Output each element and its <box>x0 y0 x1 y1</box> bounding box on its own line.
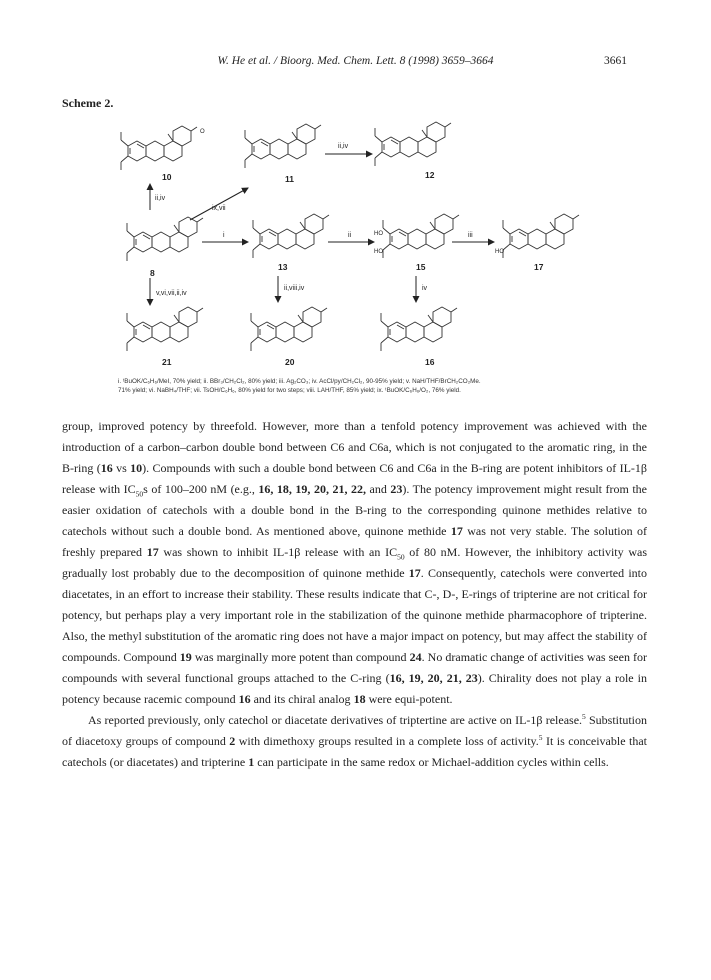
reagent-label: iv <box>422 285 428 292</box>
compound-label: 15 <box>416 262 426 272</box>
compound-label: 10 <box>162 172 172 182</box>
running-head: W. He et al. / Bioorg. Med. Chem. Lett. 8 (1998) 3659–3664 <box>217 55 494 67</box>
structure-11 <box>245 124 321 168</box>
paragraph-2: As reported previously, only catechol or diacetate derivatives of triptertine are active on IL-1β release.$^5$ Substitution of diacetoxy groups of compound 2 with dimethoxy groups resulted in a complete loss of activity.$^5$ It is conceivable that catechols (or diacetates) and tripterine 1 can participate in the same redox or Michael-addition cycles within cells. <box>62 712 648 769</box>
reaction-scheme <box>100 112 620 374</box>
page-header <box>0 55 711 71</box>
reagent-label: ii,viii,iv <box>284 285 305 292</box>
compound-label: 20 <box>285 357 295 367</box>
body-text <box>62 416 647 773</box>
paragraph-1: group, improved potency by threefold. However, more than a tenfold potency improvement was achieved with the introduction of a carbon–carbon double bond between C6 and C6a, which is not conjugated to the aromatic ring, in the B-ring (16 vs 10). Compounds with such a double bond between C6 and C6a in the B-ring are potent inhibitors of IL-1β release with $IC_{50}s$ of 100–200 nM (e.g., 16, 18, 19, 20, 21, 22, and 23). The potency improvement might result from the easier oxidation of catechols with a double bond in the B-ring to the corresponding quinone methides relative to catechols without such a double bond. As mentioned above, quinone methide 17 was not very stable. The solution of freshly prepared 17 was shown to inhibit IL-1β release with an $IC_{50}$ of 80 nM. However, the inhibitory activity was gradually lost probably due to the decomposition of quinone methide 17. Consequently, catechols were converted into diacetates, in an effort to increase their stability. These results indicate that C-, D-, E-rings of tripterine are not critical for potency, but perhaps play a very important role in the stabilization of the quinone methide pharmacophore of tripterine. Also, the methyl substitution of the aromatic ring does not have a major impact on potency, but may affect the stability of compounds. Compound 19 was marginally more potent than compound 24. No dramatic change of activities was seen for compounds with several functional groups attached to the C-ring (16, 19, 20, 21, 23). Chirality does not play a role in potency because racemic compound 16 and its chiral analog 18 were equi-potent. <box>62 419 648 706</box>
structure-17 <box>503 214 579 258</box>
compound-label: 8 <box>150 268 155 278</box>
structure-10 <box>121 126 197 170</box>
reagent-label: ii,iv <box>155 195 166 202</box>
reagent-label: ix,vii <box>212 205 226 212</box>
reagent-label: iii <box>468 232 473 239</box>
structure-15 <box>383 214 459 258</box>
atom-label: HO <box>495 249 504 255</box>
compound-label: 13 <box>278 262 288 272</box>
compound-label: 21 <box>162 357 172 367</box>
compound-label: 12 <box>425 170 435 180</box>
reagent-label: v,vi,vii,ii,iv <box>156 290 187 297</box>
reagent-label: i <box>223 232 225 239</box>
compound-label: 11 <box>285 174 294 184</box>
compound-label: 16 <box>425 357 435 367</box>
structure-13 <box>253 214 329 258</box>
structure-21 <box>127 307 203 351</box>
structure-20 <box>251 307 327 351</box>
compound-label: 17 <box>534 262 544 272</box>
atom-label: O <box>200 129 205 135</box>
caption-line-1: i. ᵗBuOK/C₆H₆/MeI, 70% yield; ii. BBr₃/CH₂Cl₂, 80% yield; iii. Ag₂CO₃; iv. AcCl/py/CH₂Cl₂, 90-95% yield; v. NaH/THF/BrCH₂CO₂Me. <box>118 378 481 385</box>
caption-line-2: 71% yield; vi. NaBH₄/THF; vii. TsOH/C₆H₆, 80% yield for two steps; viii. LAH/THF, 85% yield; ix. ᵗBuOK/C₆H₆/O₂, 76% yield. <box>118 387 461 394</box>
page-number: 3661 <box>604 55 627 67</box>
arrow-8-to-11 <box>190 188 248 220</box>
scheme-caption <box>118 377 638 395</box>
structure-12 <box>375 122 451 166</box>
atom-label: HO <box>374 249 383 255</box>
scheme-title: Scheme 2. <box>62 96 114 110</box>
atom-label: HO <box>374 231 383 237</box>
structure-16 <box>381 307 457 351</box>
structure-8 <box>127 217 203 261</box>
reagent-label: ii <box>348 232 352 239</box>
reagent-label: ii,iv <box>338 143 349 150</box>
